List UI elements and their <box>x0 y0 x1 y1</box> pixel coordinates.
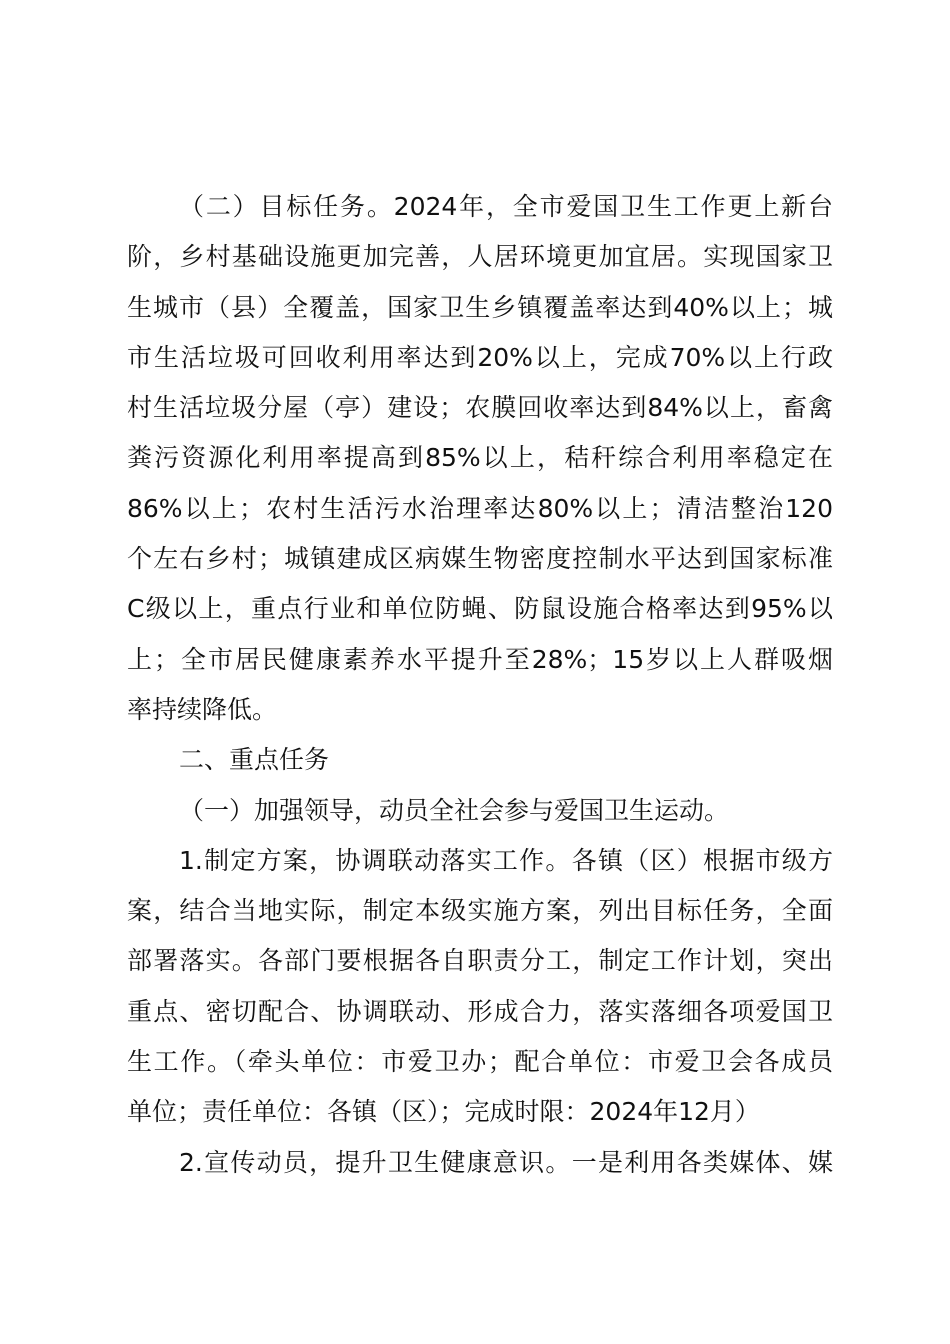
paragraph-line: 生工作。（牵头单位：市爱卫办；配合单位：市爱卫会各成员 <box>127 1047 833 1077</box>
paragraph-line: 重点、密切配合、协调联动、形成合力，落实落细各项爱国卫 <box>127 996 833 1026</box>
paragraph-line: 粪污资源化利用率提高到85%以上，秸秆综合利用率稳定在 <box>127 443 833 473</box>
paragraph-line: （二）目标任务。2024年，全市爱国卫生工作更上新台 <box>179 192 833 221</box>
paragraph-line: 上；全市居民健康素养水平提升至28%；15岁以上人群吸烟 <box>127 644 833 674</box>
paragraph-line: 86%以上；农村生活污水治理率达80%以上；清洁整治120 <box>127 493 833 523</box>
paragraph-line: 阶，乡村基础设施更加完善，人居环境更加宜居。实现国家卫 <box>127 242 833 272</box>
document-body <box>127 182 833 1188</box>
paragraph-line: 1.制定方案，协调联动落实工作。各镇（区）根据市级方 <box>179 845 833 875</box>
paragraph-line: 个左右乡村；城镇建成区病媒生物密度控制水平达到国家标准 <box>127 544 833 574</box>
paragraph-line: 部署落实。各部门要根据各自职责分工，制定工作计划，突出 <box>127 946 833 976</box>
subsection-heading: （一）加强领导，动员全社会参与爱国卫生运动。 <box>179 795 730 825</box>
paragraph-line: 市生活垃圾可回收利用率达到20%以上，完成70%以上行政 <box>127 342 833 372</box>
paragraph-line: 案，结合当地实际，制定本级实施方案，列出目标任务，全面 <box>127 896 833 926</box>
paragraph-line: 生城市（县）全覆盖，国家卫生乡镇覆盖率达到40%以上；城 <box>127 292 833 322</box>
paragraph-line: 村生活垃圾分屋（亭）建设；农膜回收率达到84%以上，畜禽 <box>127 393 833 423</box>
paragraph-line: 2.宣传动员，提升卫生健康意识。一是利用各类媒体、媒 <box>179 1147 833 1177</box>
section-heading: 二、重点任务 <box>179 745 330 775</box>
paragraph-line: 单位；责任单位：各镇（区）；完成时限：2024年12月） <box>127 1097 760 1127</box>
paragraph-line: C级以上，重点行业和单位防蝇、防鼠设施合格率达到95%以 <box>127 594 833 624</box>
paragraph-line: 率持续降低。 <box>127 694 278 724</box>
